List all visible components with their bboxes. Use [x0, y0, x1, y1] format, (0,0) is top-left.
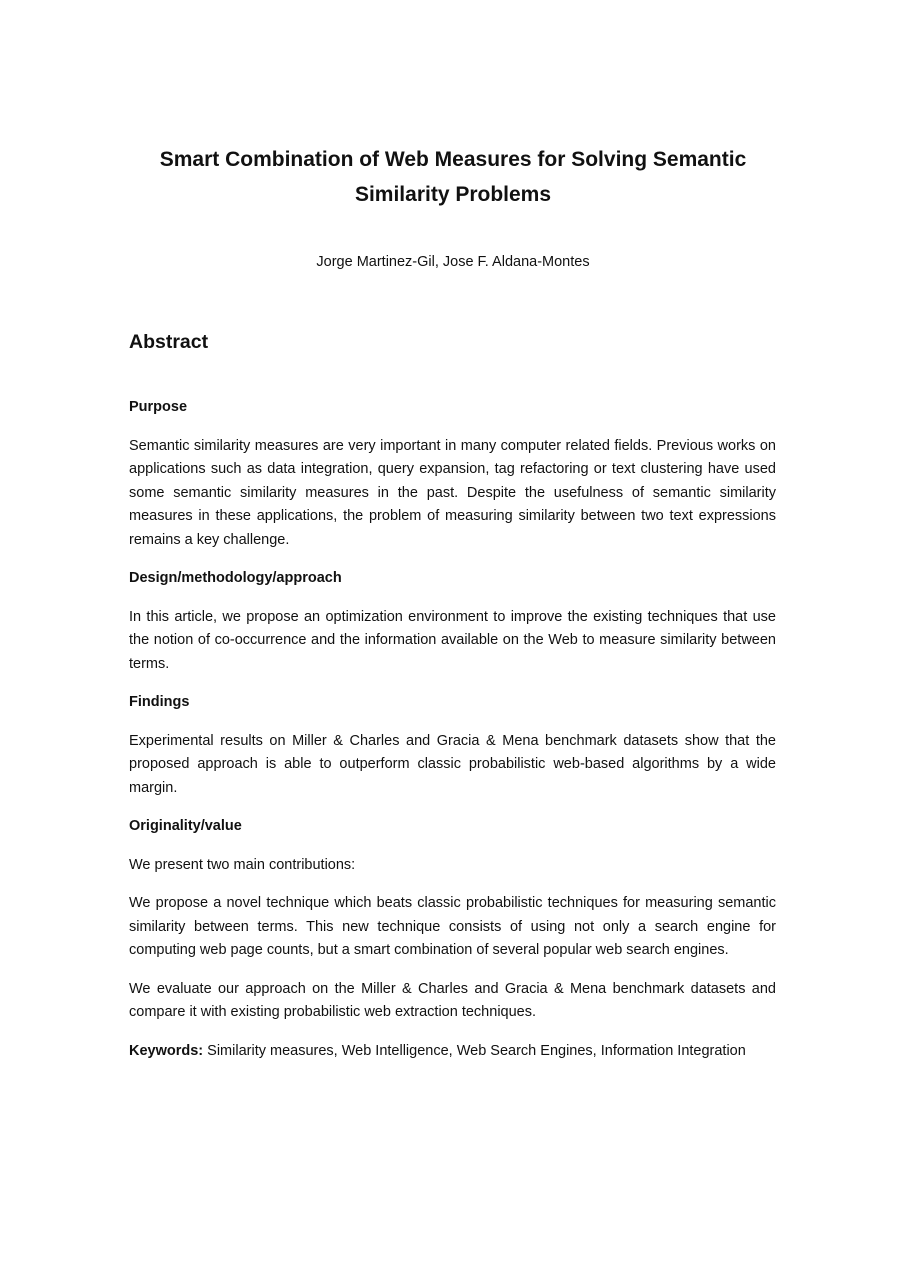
- paper-title: Smart Combination of Web Measures for Solving Semantic Similarity Problems: [159, 148, 747, 206]
- design-heading: Design/methodology/approach: [129, 570, 342, 586]
- purpose-heading: Purpose: [129, 399, 188, 415]
- findings-heading: Findings: [129, 694, 190, 710]
- abstract-body: [129, 396, 776, 1078]
- design-text: In this article, we propose an optimization environment to improve the existing techniques that use the notion of co-occurrence and the information available on the Web to measure similarity between terms.: [129, 608, 776, 672]
- keywords: [129, 1040, 776, 1064]
- keywords-text: Similarity measures, Web Intelligence, Web Search Engines, Information Integration: [203, 1042, 746, 1059]
- originality-intro: We present two main contributions:: [129, 856, 356, 873]
- originality-heading: Originality/value: [129, 818, 242, 834]
- contribution-1: We propose a novel technique which beats classic probabilistic techniques for measuring semantic similarity between terms. This new technique consists of using not only a search engine for computing web page counts, but a smart combination of several popular web search engines.: [129, 895, 776, 958]
- purpose-text: Semantic similarity measures are very important in many computer related fields. Previous works on applications such as data integration, query expansion, tag refactoring or text clustering have used some semantic similarity measures in the past. Despite the usefulness of semantic similarity measures in these applications, the problem of measuring similarity between two text expressions remains a key challenge.: [129, 437, 776, 548]
- abstract-heading: Abstract: [129, 331, 209, 353]
- paper-authors: Jorge Martinez-Gil, Jose F. Aldana-Montes: [316, 254, 590, 270]
- keywords-label: Keywords:: [129, 1042, 204, 1059]
- contribution-2: We evaluate our approach on the Miller & Charles and Gracia & Mena benchmark datasets and compare it with existing probabilistic web extraction techniques.: [129, 980, 776, 1020]
- findings-text: Experimental results on Miller & Charles and Gracia & Mena benchmark datasets show that the proposed approach is able to outperform classic probabilistic web-based algorithms by a wide margin.: [129, 732, 776, 796]
